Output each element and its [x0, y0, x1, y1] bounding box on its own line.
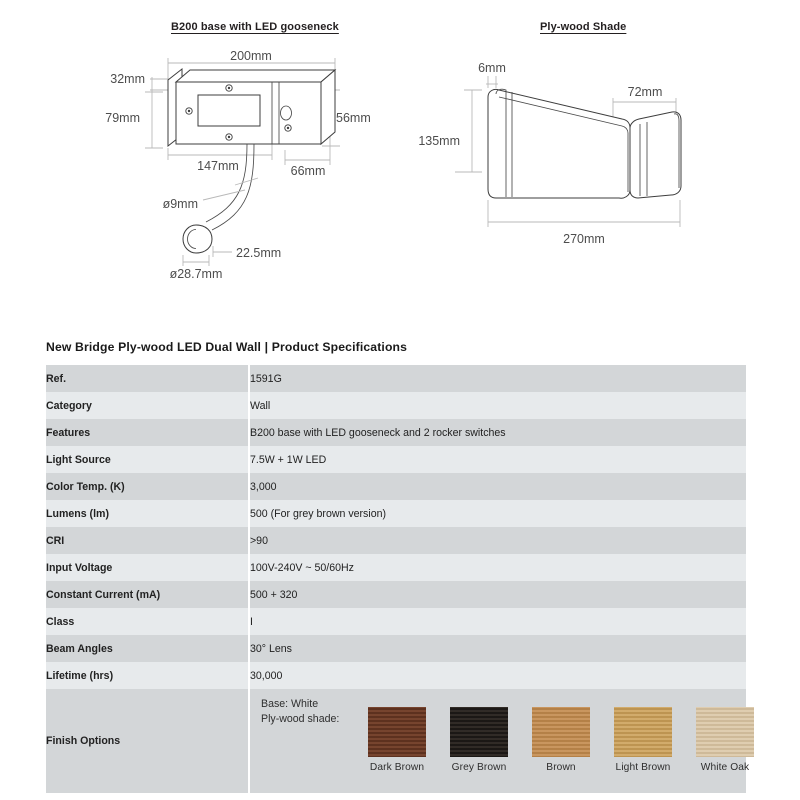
table-row	[46, 635, 746, 662]
swatch-label: Grey Brown	[451, 762, 507, 773]
dim-label-diameter-9mm: ø9mm	[162, 197, 198, 211]
spec-label: Input Voltage	[46, 554, 249, 581]
swatch-label: Dark Brown	[369, 762, 425, 773]
spec-label: Category	[46, 392, 249, 419]
table-row	[46, 392, 746, 419]
table-row	[46, 554, 746, 581]
swatch-chip-dark-brown[interactable]	[368, 707, 426, 757]
dim-label-270mm: 270mm	[563, 232, 605, 246]
table-row	[46, 419, 746, 446]
spec-label: Beam Angles	[46, 635, 249, 662]
dim-label-79mm: 79mm	[105, 111, 140, 125]
spec-label: Constant Current (mA)	[46, 581, 249, 608]
spec-value: 1591G	[249, 365, 746, 392]
finish-options-value	[249, 689, 750, 793]
page-title: New Bridge Ply-wood LED Dual Wall | Product Specifications	[46, 340, 408, 354]
specifications-table	[46, 365, 750, 793]
spec-label: CRI	[46, 527, 249, 554]
drawing-base-gooseneck	[0, 0, 420, 320]
spec-label: Light Source	[46, 446, 249, 473]
wood-grain-texture	[450, 707, 508, 757]
swatch-chip-white-oak[interactable]	[696, 707, 754, 757]
swatch-item[interactable]	[614, 707, 672, 773]
table-row	[46, 500, 746, 527]
wood-grain-texture	[696, 707, 754, 757]
spec-label: Features	[46, 419, 249, 446]
spec-value: 30,000	[249, 662, 746, 689]
swatch-label: Light Brown	[615, 762, 671, 773]
drawing-ply-wood-shade	[400, 0, 800, 320]
spec-label: Ref.	[46, 365, 249, 392]
dim-label-135mm: 135mm	[418, 134, 460, 148]
finish-options-label: Finish Options	[46, 689, 249, 793]
dim-label-diameter-28-7mm: ø28.7mm	[169, 267, 223, 281]
spec-value: 7.5W + 1W LED	[249, 446, 746, 473]
spec-label: Class	[46, 608, 249, 635]
dim-label-72mm: 72mm	[627, 85, 663, 99]
spec-value: 500 (For grey brown version)	[249, 500, 746, 527]
swatch-item[interactable]	[696, 707, 754, 773]
finish-description	[261, 697, 339, 727]
table-row	[46, 473, 746, 500]
table-row	[46, 446, 746, 473]
table-row	[46, 662, 746, 689]
swatch-chip-light-brown[interactable]	[614, 707, 672, 757]
spec-value: >90	[249, 527, 746, 554]
drawing-title-base: B200 base with LED gooseneck	[171, 21, 339, 33]
spec-value: 500 + 320	[249, 581, 746, 608]
finish-swatch-strip	[368, 707, 754, 773]
table-row	[46, 365, 746, 392]
table-row	[46, 527, 746, 554]
dim-label-66mm: 66mm	[290, 164, 326, 178]
dim-label-56mm: 56mm	[336, 111, 371, 125]
dim-label-200mm: 200mm	[230, 49, 272, 63]
spec-value: 100V-240V ~ 50/60Hz	[249, 554, 746, 581]
swatch-item[interactable]	[368, 707, 426, 773]
dim-label-32mm: 32mm	[110, 72, 145, 86]
swatch-item[interactable]	[450, 707, 508, 773]
spec-value: 30° Lens	[249, 635, 746, 662]
spec-value: I	[249, 608, 746, 635]
finish-shade-line: Ply-wood shade:	[261, 713, 340, 725]
wood-grain-texture	[614, 707, 672, 757]
spec-label: Color Temp. (K)	[46, 473, 249, 500]
table-row	[46, 581, 746, 608]
table-row-finish-options	[46, 689, 746, 793]
swatch-chip-brown[interactable]	[532, 707, 590, 757]
spec-label: Lifetime (hrs)	[46, 662, 249, 689]
wood-grain-texture	[532, 707, 590, 757]
dim-label-22-5mm: 22.5mm	[236, 246, 282, 260]
spec-value: Wall	[249, 392, 746, 419]
swatch-item[interactable]	[532, 707, 590, 773]
dim-label-6mm: 6mm	[478, 61, 506, 75]
swatch-chip-grey-brown[interactable]	[450, 707, 508, 757]
spec-label: Lumens (lm)	[46, 500, 249, 527]
dim-label-147mm: 147mm	[197, 159, 239, 173]
finish-base-line: Base: White	[261, 698, 319, 710]
spec-value: B200 base with LED gooseneck and 2 rocker switches	[249, 419, 746, 446]
drawing-title-shade: Ply-wood Shade	[540, 21, 627, 33]
spec-value: 3,000	[249, 473, 746, 500]
technical-drawings-section	[0, 0, 800, 320]
swatch-label: Brown	[546, 762, 576, 773]
table-row	[46, 608, 746, 635]
swatch-label: White Oak	[700, 762, 750, 773]
wood-grain-texture	[368, 707, 426, 757]
